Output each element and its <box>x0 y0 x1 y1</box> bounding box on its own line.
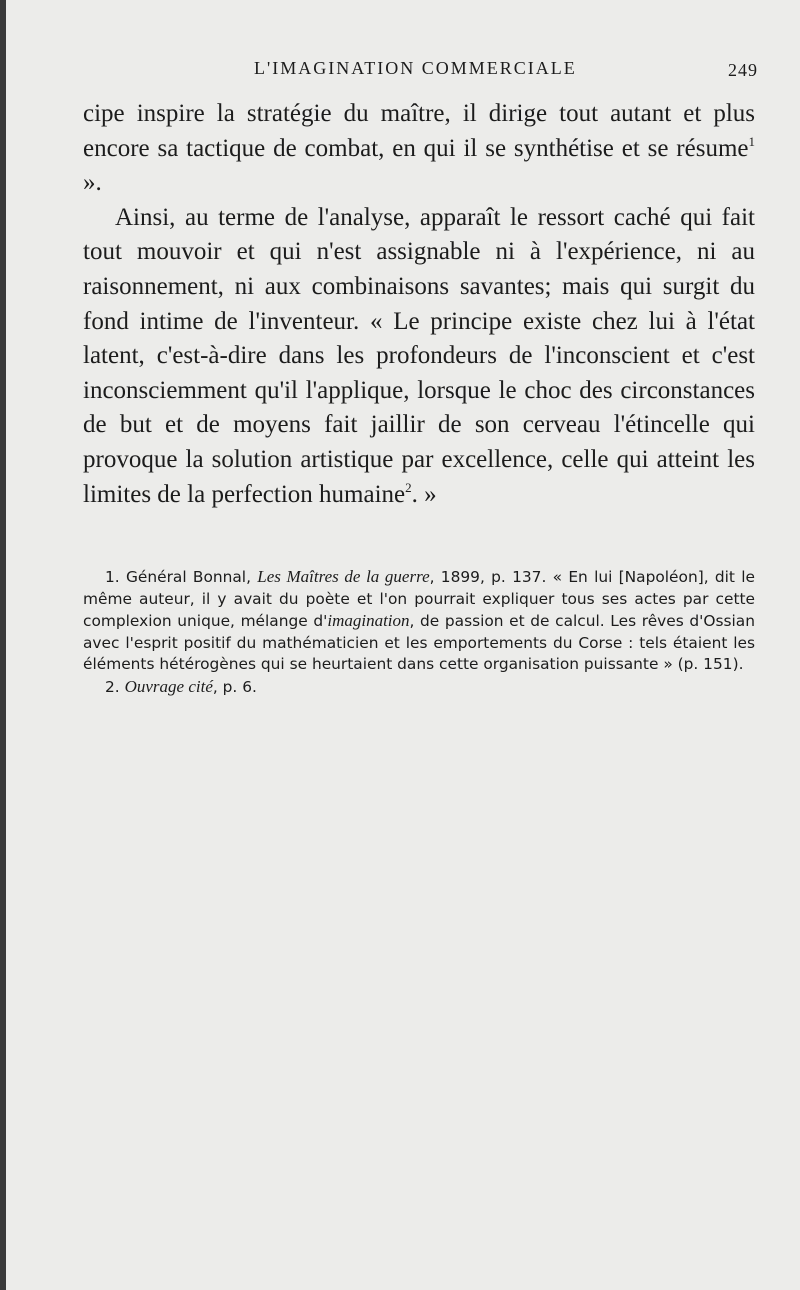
footnote-text: , 1899, p. 137. « En lui [Napoléon], dit le même auteur, il y avait du poète et l'on pourrait expliquer tous ses actes par cette complexion unique, mélange d' <box>83 568 755 630</box>
footnote-number: 1. <box>105 568 120 586</box>
paragraph-text: Ainsi, au terme de l'analyse, apparaît le ressort caché qui fait tout mouvoir et qui n'est assignable ni à l'expérience, ni au raisonnement, ni aux combinaisons savantes; mais qui surgit du fond intime de l'inventeur. « Le principe existe chez lui à l'état latent, c'est-à-dire dans les profondeurs de l'inconscient et c'est inconsciemment qu'il l'applique, lorsque le choc des circonstances de but et de moyens fait jaillir de son cerveau l'étincelle qui provoque la solution artistique par excellence, celle qui atteint les limites de la perfection humaine <box>83 203 755 508</box>
footnote-1 <box>83 566 755 676</box>
footnote-title: Ouvrage cité <box>124 676 213 696</box>
paragraph-end: . » <box>411 480 437 508</box>
main-text <box>83 97 755 512</box>
footnote-ref-2: 2 <box>405 479 412 495</box>
page-header <box>80 58 760 88</box>
page-spine-edge <box>0 0 6 1290</box>
footnote-author: Général Bonnal, <box>125 568 251 586</box>
footnote-text: , de passion et de calcul. Les rêves d'Ossian avec l'esprit positif du mathématicien et les emportements du Corse : tels étaient les éléments hétérogènes qui se heurtaient dans cette organisation puissante » (p. 151). <box>83 612 755 673</box>
paragraph-continued <box>83 97 755 201</box>
footnote-italic-word: imagination <box>327 611 410 630</box>
footnotes <box>83 566 755 698</box>
footnote-number: 2. <box>105 677 120 696</box>
paragraph-text: cipe inspire la stratégie du maître, il dirige tout autant et plus encore sa tactique de combat, en qui il se synthétise et se résume <box>83 100 755 162</box>
page-number: 249 <box>728 60 758 80</box>
paragraph-end: ». <box>83 169 102 197</box>
paragraph <box>83 201 755 512</box>
footnote-ref-1: 1 <box>748 133 755 149</box>
footnote-2 <box>83 676 755 699</box>
footnote-text: , p. 6. <box>212 677 257 696</box>
footnote-title: Les Maîtres de la guerre <box>257 567 430 586</box>
running-head: L'IMAGINATION COMMERCIALE <box>254 58 577 78</box>
